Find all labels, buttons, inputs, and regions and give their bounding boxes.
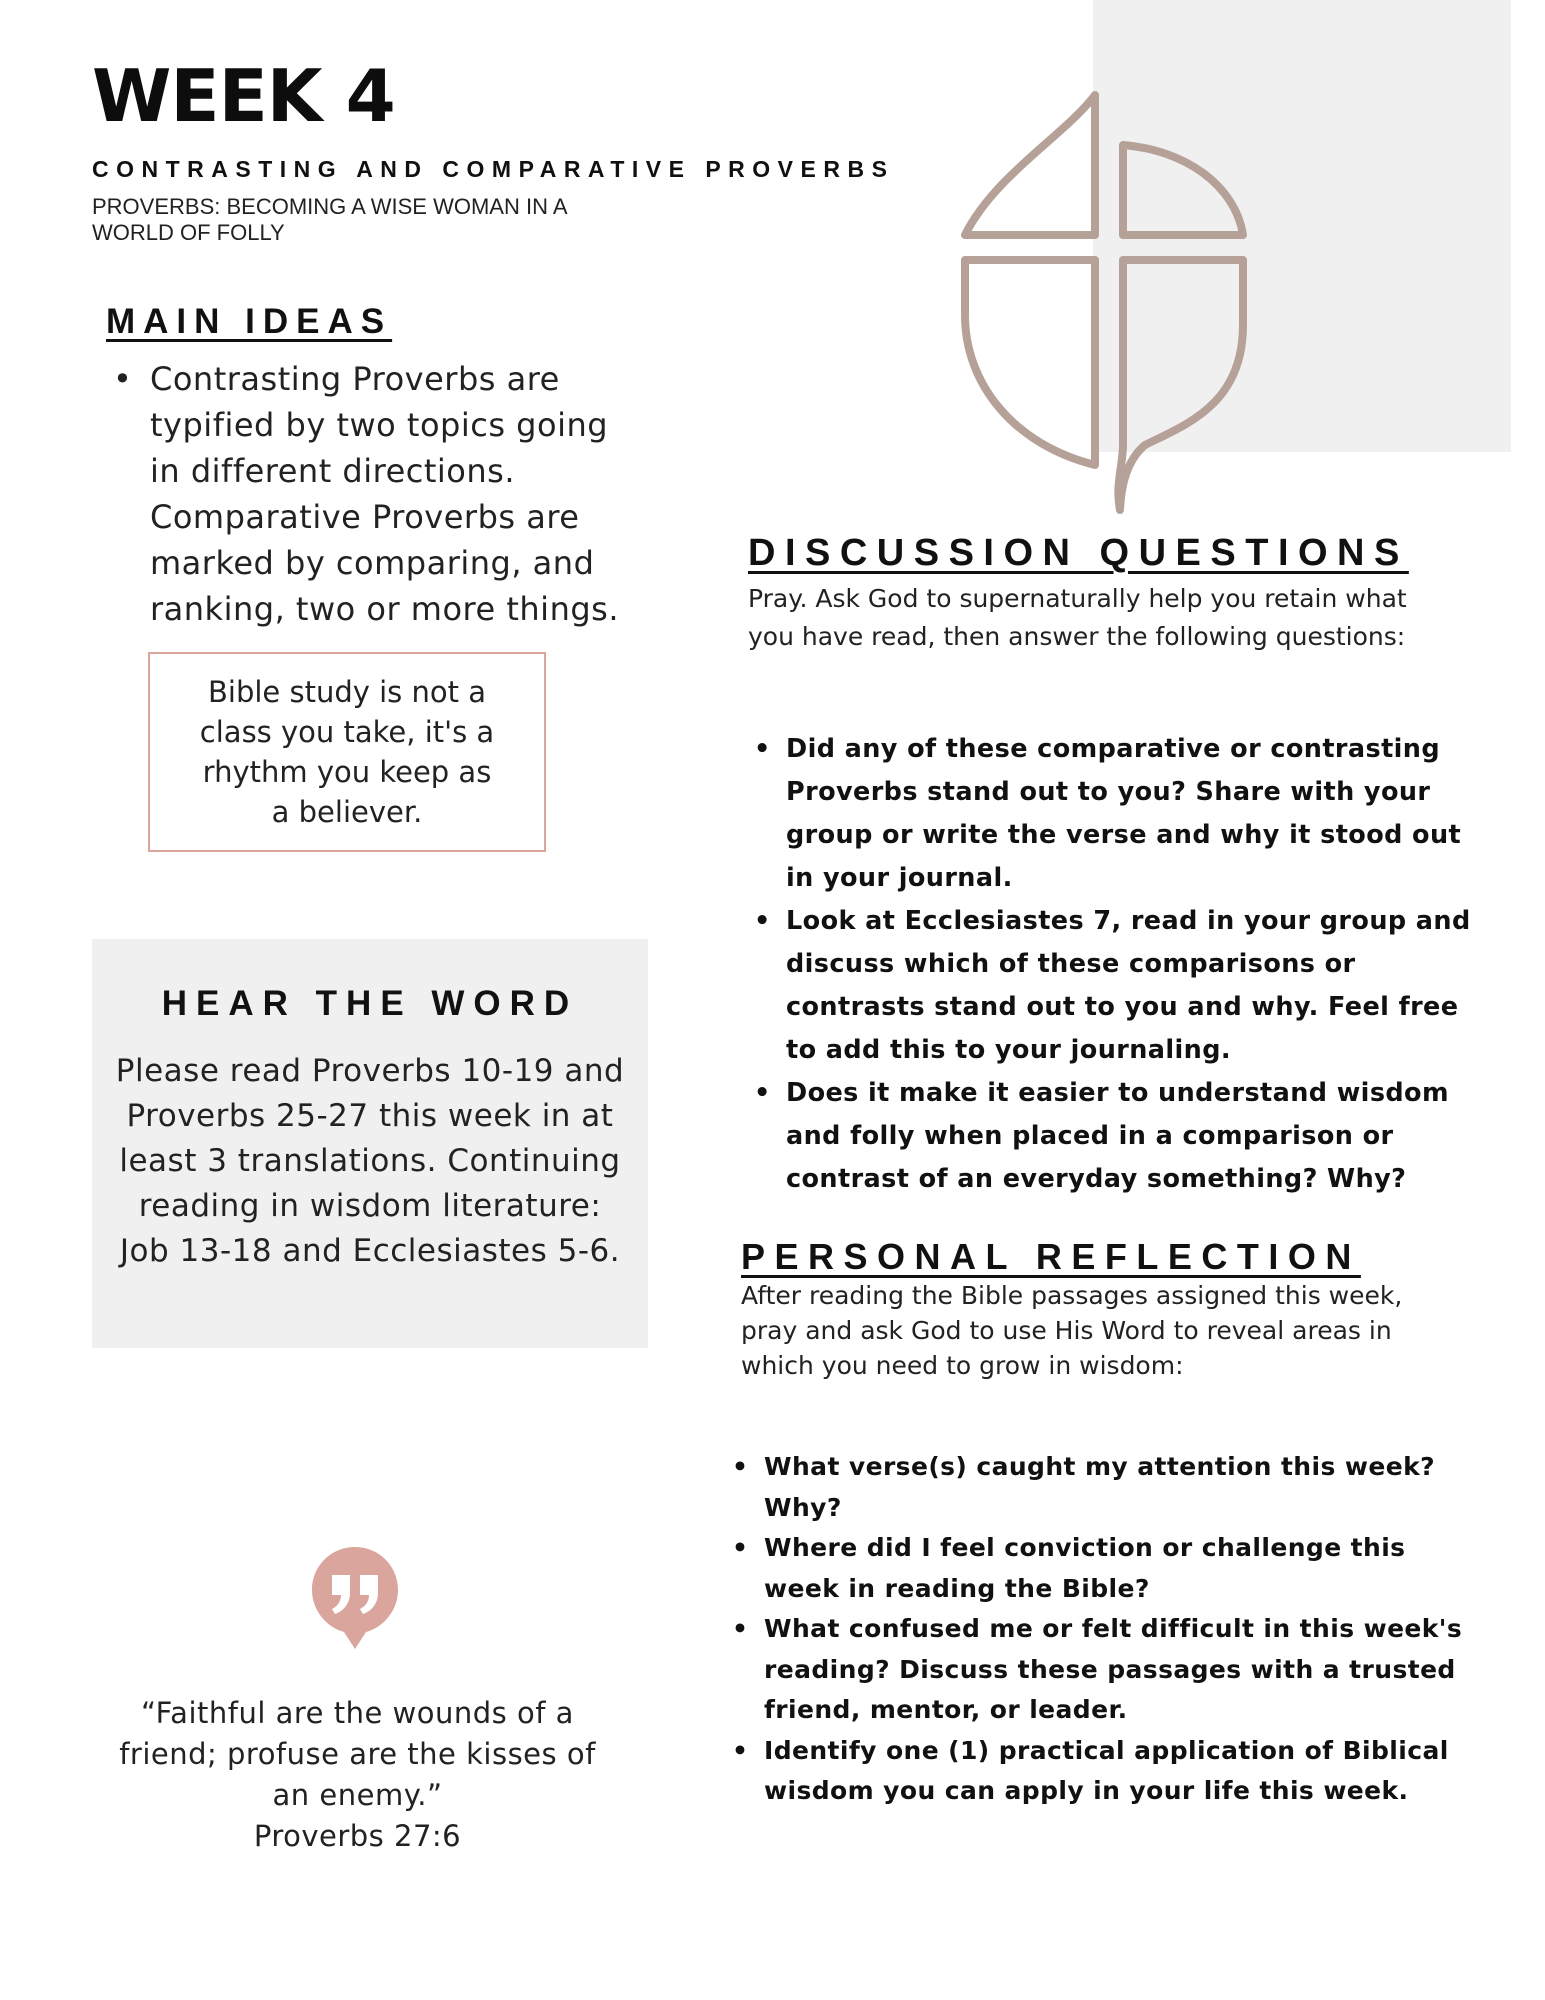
reflection-question: • Where did I feel conviction or challenge this week in reading the Bible? <box>728 1528 1488 1609</box>
discussion-intro: Pray. Ask God to supernaturally help you retain what you have read, then answer the following questions: <box>748 584 1407 651</box>
discussion-questions-list <box>750 728 1490 1201</box>
quote-reference: Proverbs 27:6 <box>253 1819 462 1853</box>
main-idea-item: • Contrasting Proverbs are typified by two topics going in different directions. Comparative Proverbs are marked by comparing, and ranking, two or more things. <box>110 356 640 632</box>
scripture-quote <box>110 1693 605 1857</box>
discussion-question: • Look at Ecclesiastes 7, read in your group and discuss which of these comparisons or contrasts stand out to you and why. Feel free to add this to your journaling. <box>750 900 1490 1072</box>
discussion-questions-heading: DISCUSSION QUESTIONS <box>748 532 1409 574</box>
quote-text: “Faithful are the wounds of a friend; profuse are the kisses of an enemy.” <box>119 1696 596 1812</box>
reflection-question: • What verse(s) caught my attention this week? Why? <box>728 1447 1488 1528</box>
callout-box <box>148 652 546 852</box>
hear-the-word-panel <box>92 939 648 1348</box>
reflection-intro: After reading the Bible passages assigned this week, pray and ask God to use His Word to reveal areas in which you need to grow in wisdom: <box>741 1281 1403 1380</box>
week-title: WEEK 4 <box>92 54 395 138</box>
cross-shield-icon <box>955 85 1275 515</box>
quote-bubble-icon <box>310 1545 400 1650</box>
main-ideas-list <box>110 356 640 632</box>
reflection-question: • Identify one (1) practical application of Biblical wisdom you can apply in your life this week. <box>728 1731 1488 1812</box>
hear-the-word-heading: HEAR THE WORD <box>161 984 579 1023</box>
discussion-question: • Does it make it easier to understand wisdom and folly when placed in a comparison or contrast of an everyday something? Why? <box>750 1072 1490 1201</box>
reflection-question: • What confused me or felt difficult in this week's reading? Discuss these passages with a trusted friend, mentor, or leader. <box>728 1609 1488 1731</box>
lesson-subtitle: CONTRASTING AND COMPARATIVE PROVERBS <box>92 156 895 182</box>
personal-reflection-heading: PERSONAL REFLECTION <box>741 1236 1361 1277</box>
discussion-question: • Did any of these comparative or contrasting Proverbs stand out to you? Share with your group or write the verse and why it stood out in your journal. <box>750 728 1490 900</box>
hear-the-word-text: Please read Proverbs 10-19 and Proverbs 25-27 this week in at least 3 translations. Continuing reading in wisdom literature: Job 13-18 and Ecclesiastes 5-6. <box>115 1053 625 1269</box>
reflection-questions-list <box>728 1447 1488 1812</box>
main-ideas-heading: MAIN IDEAS <box>106 302 393 341</box>
series-title: PROVERBS: BECOMING A WISE WOMAN IN A WORLD OF FOLLY <box>92 194 567 245</box>
callout-text: Bible study is not a class you take, it's a rhythm you keep as a believer. <box>199 675 495 829</box>
